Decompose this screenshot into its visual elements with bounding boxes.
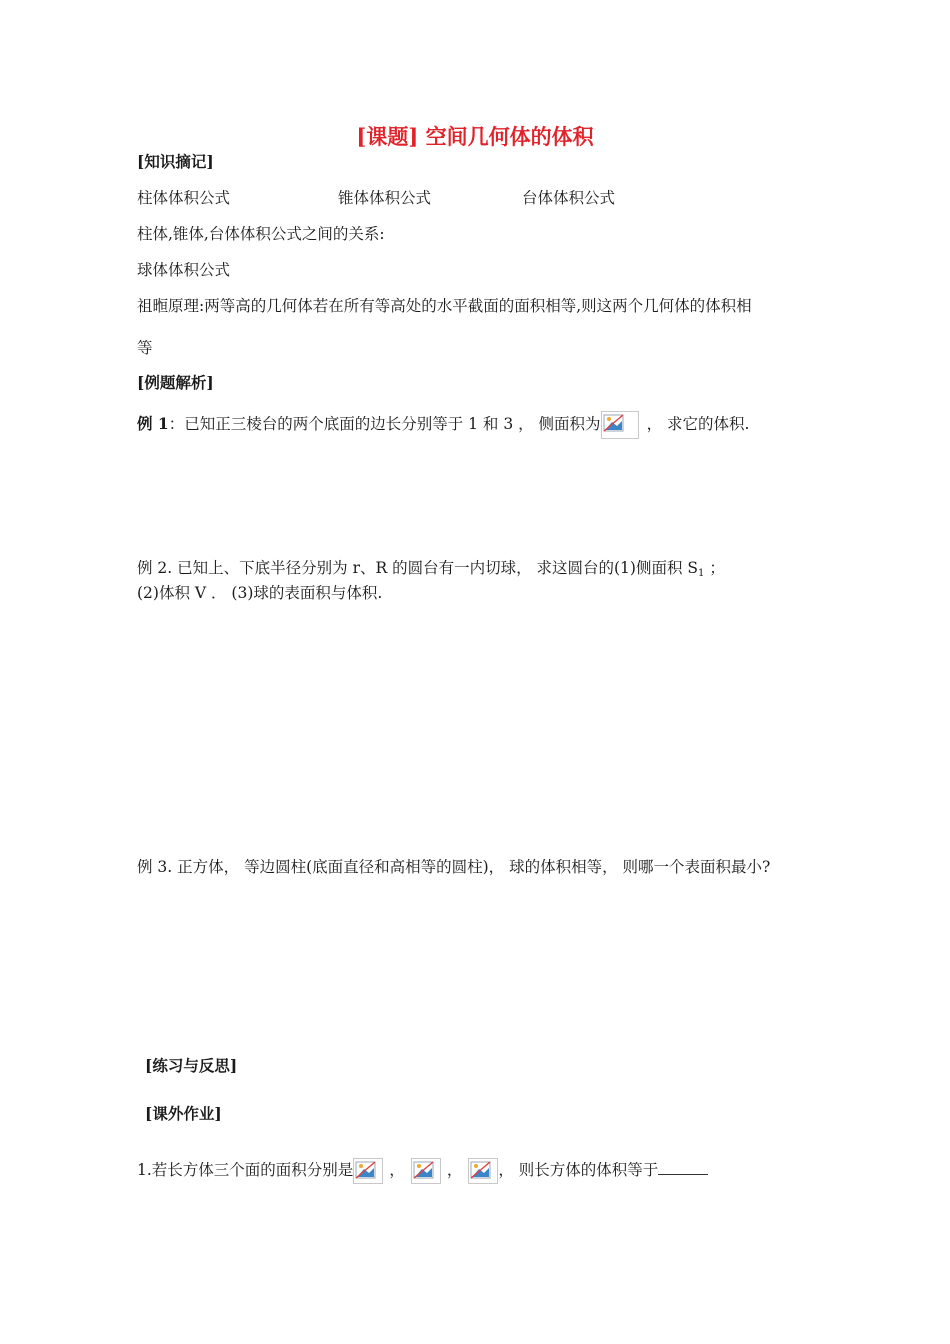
formula-frustum-label: 台体体积公式 <box>522 189 616 207</box>
broken-image-icon <box>411 1158 441 1184</box>
broken-image-icon <box>601 411 639 439</box>
example-1 <box>137 411 749 439</box>
example-2-line-2: (2)体积 V ． (3)球的表面积与体积. <box>137 584 383 602</box>
formula-prism-label: 柱体体积公式 <box>137 189 231 207</box>
broken-image-icon <box>468 1158 498 1184</box>
example-1-text-a: ：已知正三棱台的两个底面的边长分别等于 1 和 3 ， 侧面积为 <box>168 415 601 433</box>
answer-blank <box>658 1160 708 1175</box>
section-heading-examples: [例题解析] <box>137 373 214 392</box>
homework-1-separator-2: ， <box>446 1161 463 1179</box>
example-2-text-a: 例 2. 已知上、下底半径分别为 r、R 的圆台有一内切球， 求这圆台的(1)侧面积 S <box>137 559 699 577</box>
example-1-text-b: ， 求它的体积. <box>646 415 750 433</box>
example-2-text-b: ； <box>709 559 725 577</box>
relation-text: 柱体,锥体,台体体积公式之间的关系: <box>137 225 385 243</box>
zu-principle-line-2: 等 <box>137 339 153 357</box>
page-title: [课题] 空间几何体的体积 <box>356 124 594 149</box>
broken-image-icon <box>353 1158 383 1184</box>
zu-principle-line-1: 祖暅原理:两等高的几何体若在所有等高处的水平截面的面积相等,则这两个几何体的体积相 <box>137 297 752 315</box>
homework-1-separator-1: ， <box>389 1161 405 1179</box>
example-2-line-1 <box>137 558 725 584</box>
example-1-label: 例 1 <box>137 414 169 433</box>
homework-1-text-a: 1.若长方体三个面的面积分别是 <box>137 1161 354 1179</box>
formula-sphere-label: 球体体积公式 <box>137 261 231 279</box>
formula-pyramid-label: 锥体体积公式 <box>338 189 432 207</box>
section-heading-homework: [课外作业] <box>145 1104 222 1123</box>
section-heading-practice: [练习与反思] <box>145 1056 238 1075</box>
example-2-subscript: 1 <box>698 568 705 579</box>
homework-1 <box>137 1158 708 1184</box>
example-3: 例 3. 正方体， 等边圆柱(底面直径和高相等的圆柱)， 球的体积相等， 则哪一个表面积最小? <box>137 858 771 876</box>
section-heading-knowledge: [知识摘记] <box>137 152 214 171</box>
homework-1-text-b: ， 则长方体的体积等于 <box>498 1161 659 1179</box>
